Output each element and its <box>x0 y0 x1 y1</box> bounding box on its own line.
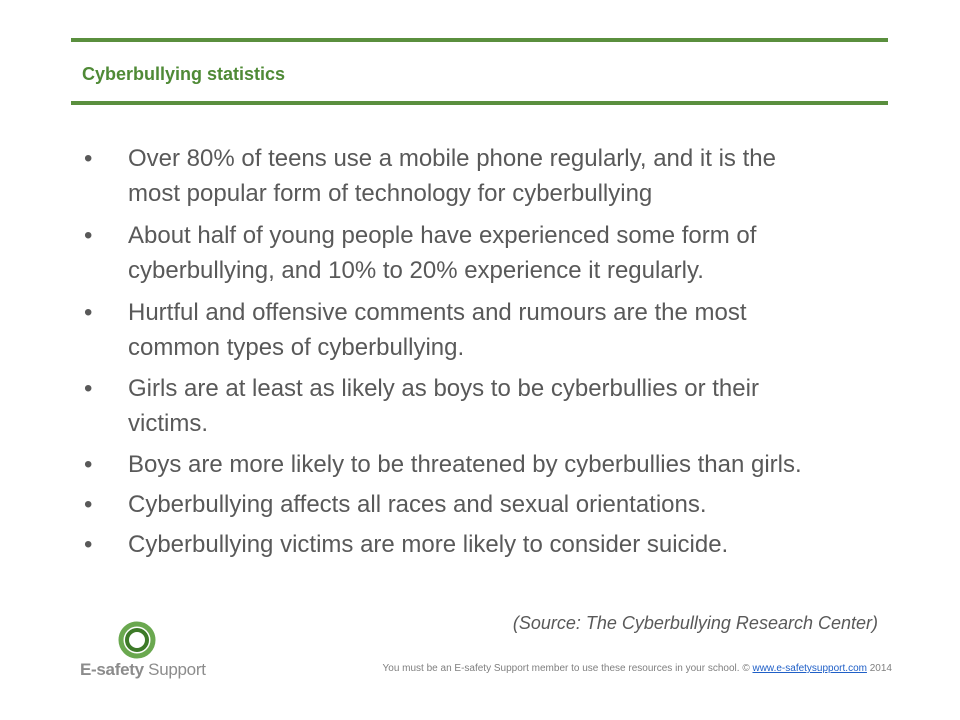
bullet-text <box>128 487 868 522</box>
bullet-text <box>128 295 868 365</box>
footer-text: You must be an E-safety Support member to use these resources in your school. © <box>382 663 753 674</box>
bullet-line: cyberbullying, and 10% to 20% experience it regularly. <box>128 257 704 284</box>
logo-wordmark-esafety: E-safety <box>80 660 144 679</box>
bullet-line: Hurtful and offensive comments and rumours are the most <box>128 299 747 326</box>
bullet-marker: • <box>84 375 93 402</box>
bullet-text <box>128 218 868 288</box>
bullet-line: About half of young people have experienced some form of <box>128 222 757 249</box>
footer-notice <box>383 662 893 676</box>
bullet-line: Cyberbullying victims are more likely to consider suicide. <box>128 531 729 558</box>
bullet-line: Cyberbullying affects all races and sexual orientations. <box>128 491 707 518</box>
bullet-marker: • <box>84 491 93 518</box>
bullet-line: Girls are at least as likely as boys to be cyberbullies or their <box>128 375 759 402</box>
bullet-line: Boys are more likely to be threatened by cyberbullies than girls. <box>128 451 802 478</box>
bullet-line: common types of cyberbullying. <box>128 334 465 361</box>
bullet-line: victims. <box>128 410 208 437</box>
bullet-line: Over 80% of teens use a mobile phone regularly, and it is the <box>128 145 776 172</box>
slide-title: Cyberbullying statistics <box>82 64 286 84</box>
bullet-text <box>128 141 868 211</box>
bullet-marker: • <box>84 222 93 249</box>
bullet-marker: • <box>84 299 93 326</box>
footer-link[interactable]: www.e-safetysupport.com <box>752 663 867 674</box>
logo-ring-icon <box>118 621 156 659</box>
bullet-text <box>128 371 868 441</box>
esafety-logo <box>78 618 206 684</box>
bullet-marker: • <box>84 451 93 478</box>
bullet-text <box>128 527 868 562</box>
bullet-marker: • <box>84 145 93 172</box>
bullet-text <box>128 447 868 482</box>
footer-year: 2014 <box>866 663 892 674</box>
bullet-marker: • <box>84 531 93 558</box>
logo-wordmark-support: Support <box>143 660 206 679</box>
source-citation: (Source: The Cyberbullying Research Center) <box>512 613 878 633</box>
bullet-line: most popular form of technology for cyberbullying <box>128 180 653 207</box>
logo-wordmark <box>80 660 206 680</box>
